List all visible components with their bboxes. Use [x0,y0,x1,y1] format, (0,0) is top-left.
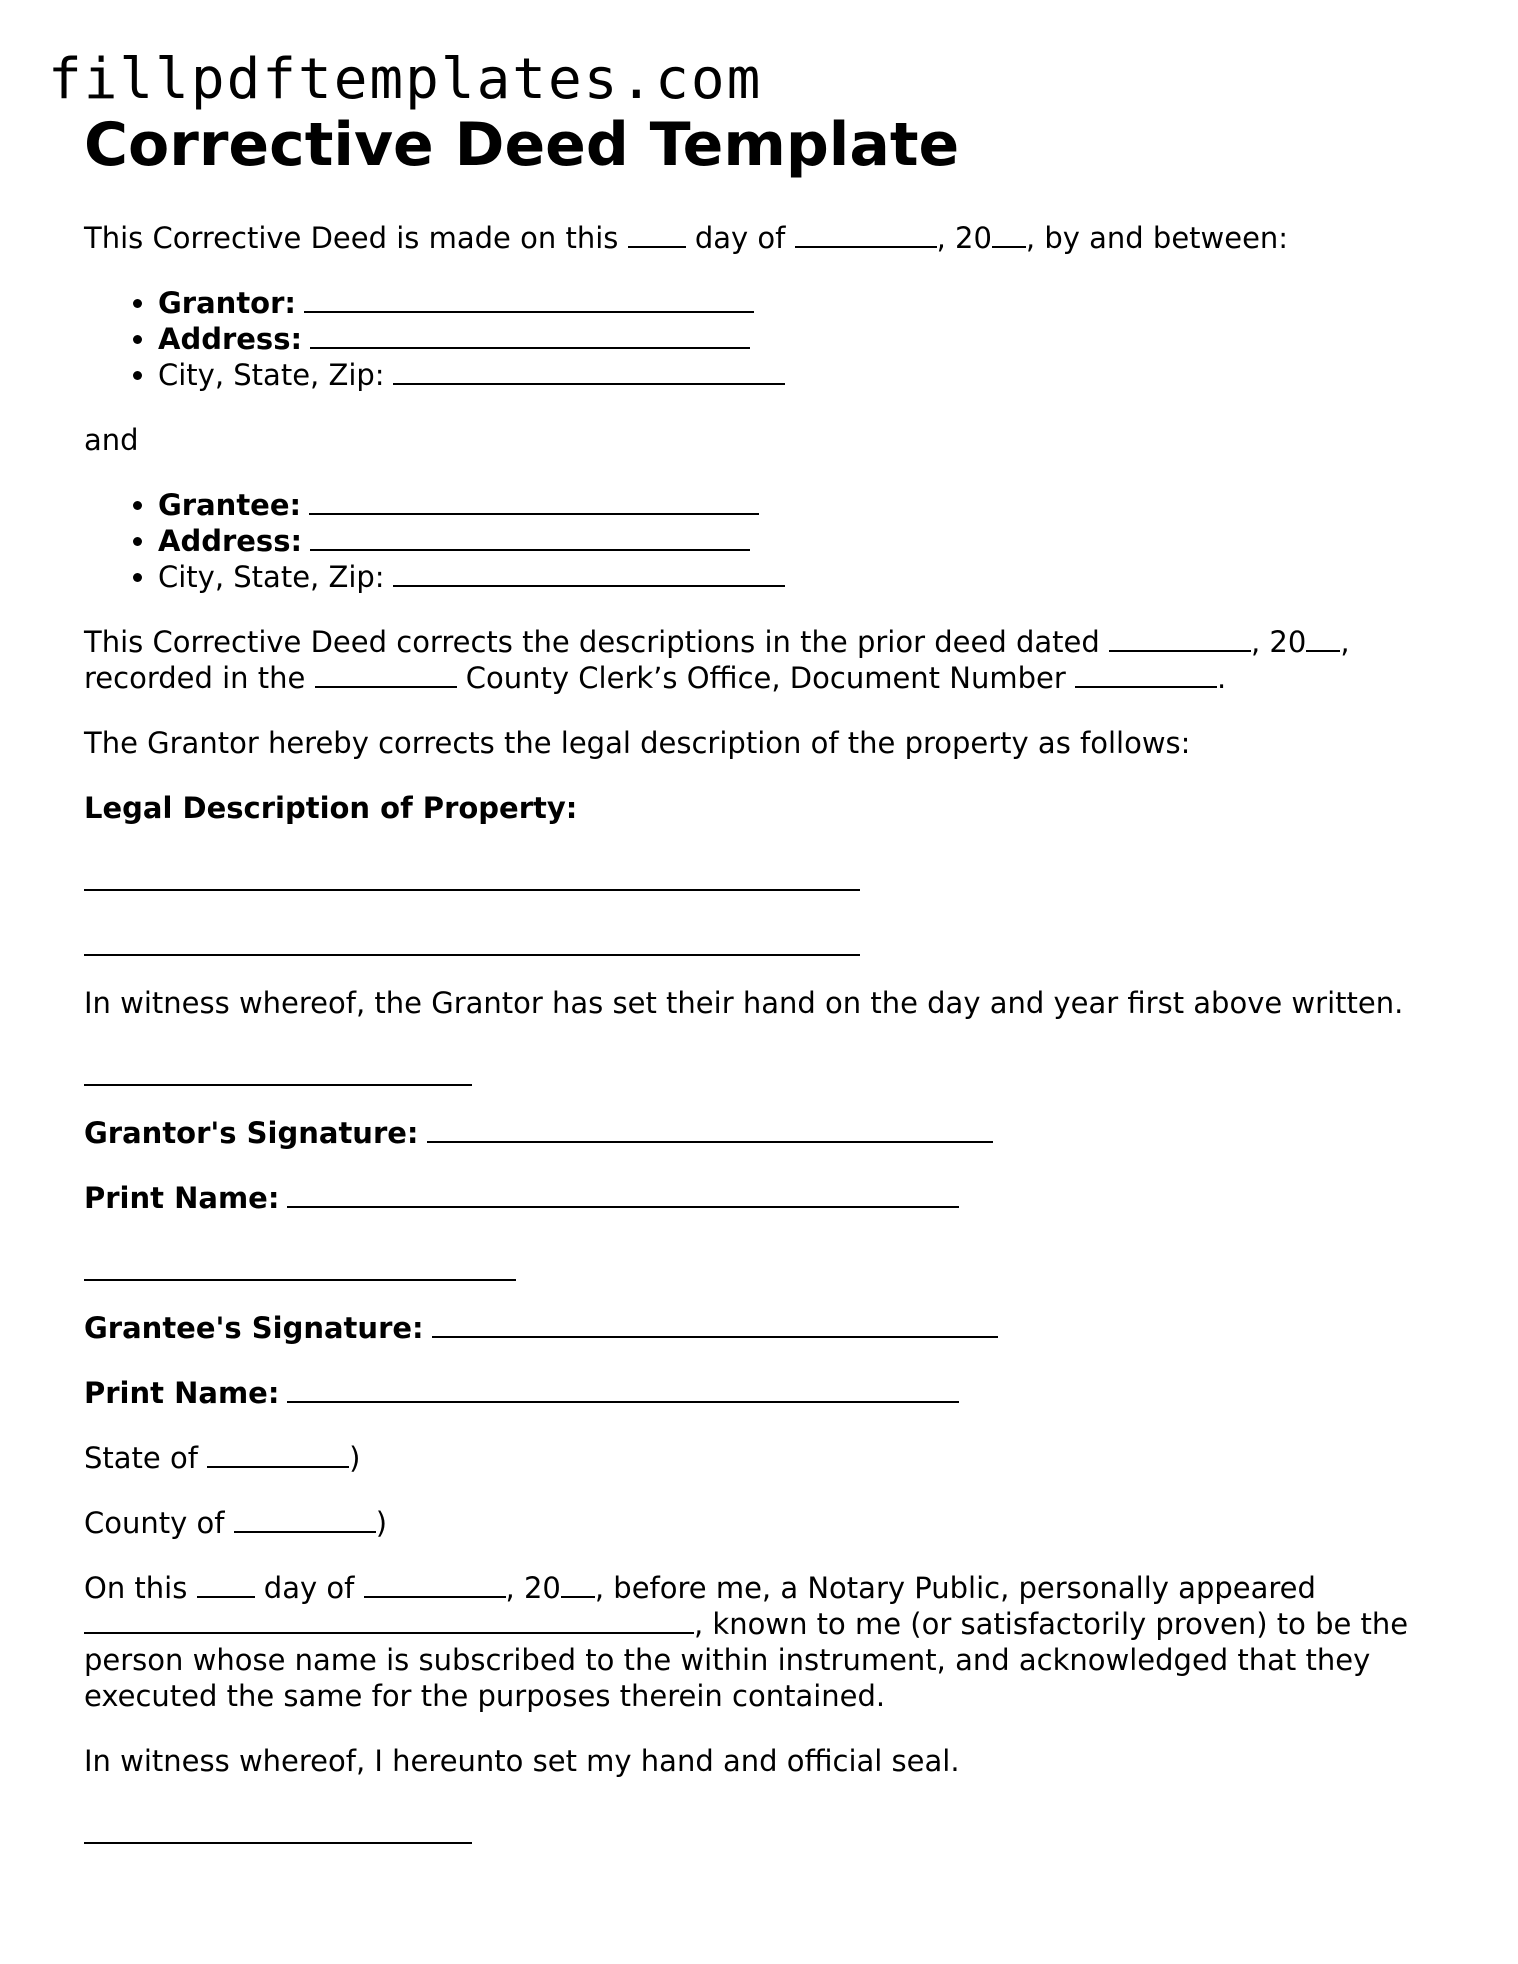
county-of-label: County of [84,1506,225,1540]
grantor-name-blank[interactable] [304,311,754,313]
grantee-signature-blank[interactable] [432,1336,998,1338]
witness-statement-notary: In witness whereof, I hereunto set my hand and official seal. [84,1744,960,1778]
and-text: and [84,423,139,457]
grantor-city-label: City, State, Zip: [158,358,385,392]
grantor-address-label: Address: [158,322,303,356]
month-blank[interactable] [795,246,937,248]
grantor-signature-label: Grantor's Signature: [84,1116,419,1150]
legal-description-line-2[interactable] [84,954,860,956]
legal-description-line-1-wrap [84,855,1444,891]
county-paren: ) [375,1506,388,1540]
notary-text-3: , 20 [505,1571,561,1605]
intro-text-4: , by and between: [1025,221,1289,255]
notary-sign-line-wrap [84,1808,1444,1844]
grantee-city-label: City, State, Zip: [158,560,385,594]
notary-paragraph [84,1570,1444,1714]
prior-deed-year-blank[interactable] [1306,650,1340,652]
grantee-print-name-label: Print Name: [84,1376,280,1410]
grantee-item [158,487,1444,523]
grantee-print-name-row [84,1375,1444,1411]
notary-year-blank[interactable] [561,1596,595,1598]
legal-description-heading: Legal Description of Property: [84,791,578,825]
correction-paragraph [84,624,1444,696]
notary-text-4: , before me, a Notary Public, personally appeared [594,1571,1316,1605]
correction-text-6: . [1216,661,1227,695]
grantor-signature-row [84,1115,1444,1151]
grantor-sign-line-wrap [84,1050,1444,1086]
grantee-name-blank[interactable] [309,513,759,515]
correction-text-3: , [1340,625,1350,659]
grantor-print-name-blank[interactable] [287,1206,959,1208]
grantor-print-name-row [84,1180,1444,1216]
grantee-signature-row [84,1310,1444,1346]
intro-text-3: , 20 [936,221,992,255]
county-blank[interactable] [234,1531,376,1533]
notary-day-blank[interactable] [197,1596,255,1598]
notary-month-blank[interactable] [364,1596,506,1598]
grantee-address-item [158,523,1444,559]
intro-text-2: day of [694,221,786,255]
state-of-label: State of [84,1441,198,1475]
document-body [84,110,1444,1873]
notary-text-5: , known to me (or satisfactorily proven) to be the person whose name is subscribed to the within instrument, and acknowledged that they executed the same for the purposes therein contained. [84,1607,1409,1713]
correction-text-4: recorded in the [84,661,306,695]
state-of-row [84,1440,1444,1476]
document-title: Corrective Deed Template [84,110,960,180]
correction-text-2: , 20 [1250,625,1307,659]
grantor-city-item [158,357,1444,393]
year-blank[interactable] [992,246,1026,248]
state-blank[interactable] [207,1466,349,1468]
grantee-print-name-blank[interactable] [287,1401,959,1403]
grantor-address-blank[interactable] [310,347,750,349]
grantee-city-item [158,559,1444,595]
grantor-list [84,285,1444,393]
notary-text-1: On this [84,1571,188,1605]
notary-sign-line[interactable] [84,1842,472,1844]
day-blank[interactable] [628,246,686,248]
correction-text-1: This Corrective Deed corrects the descriptions in the prior deed dated [84,625,1100,659]
grantee-city-blank[interactable] [393,585,785,587]
correct-statement: The Grantor hereby corrects the legal description of the property as follows: [84,726,1191,760]
document-number-blank[interactable] [1075,686,1217,688]
grantor-label: Grantor: [158,286,297,320]
legal-description-line-1[interactable] [84,889,860,891]
grantor-item [158,285,1444,321]
county-of-row [84,1505,1444,1541]
grantor-signature-blank[interactable] [427,1141,993,1143]
appeared-name-blank[interactable] [84,1632,694,1634]
grantee-sign-line-wrap [84,1245,1444,1281]
grantor-address-item [158,321,1444,357]
grantee-address-label: Address: [158,524,303,558]
intro-text-1: This Corrective Deed is made on this [84,221,619,255]
grantee-list [84,487,1444,595]
grantor-city-blank[interactable] [393,383,785,385]
witness-statement-grantor: In witness whereof, the Grantor has set their hand on the day and year first above written. [84,986,1404,1020]
grantor-print-name-label: Print Name: [84,1181,280,1215]
notary-text-2: day of [263,1571,355,1605]
grantee-sign-line[interactable] [84,1279,516,1281]
grantee-address-blank[interactable] [310,549,750,551]
grantee-label: Grantee: [158,488,302,522]
state-paren: ) [349,1441,361,1475]
grantee-signature-label: Grantee's Signature: [84,1311,424,1345]
watermark: fillpdftemplates.com [48,47,763,112]
legal-description-line-2-wrap [84,920,1444,956]
correction-text-5: County Clerk’s Office, Document Number [465,661,1066,695]
grantor-sign-line[interactable] [84,1084,472,1086]
intro-paragraph [84,220,1444,256]
county-clerk-blank[interactable] [315,686,457,688]
prior-deed-date-blank[interactable] [1109,650,1251,652]
